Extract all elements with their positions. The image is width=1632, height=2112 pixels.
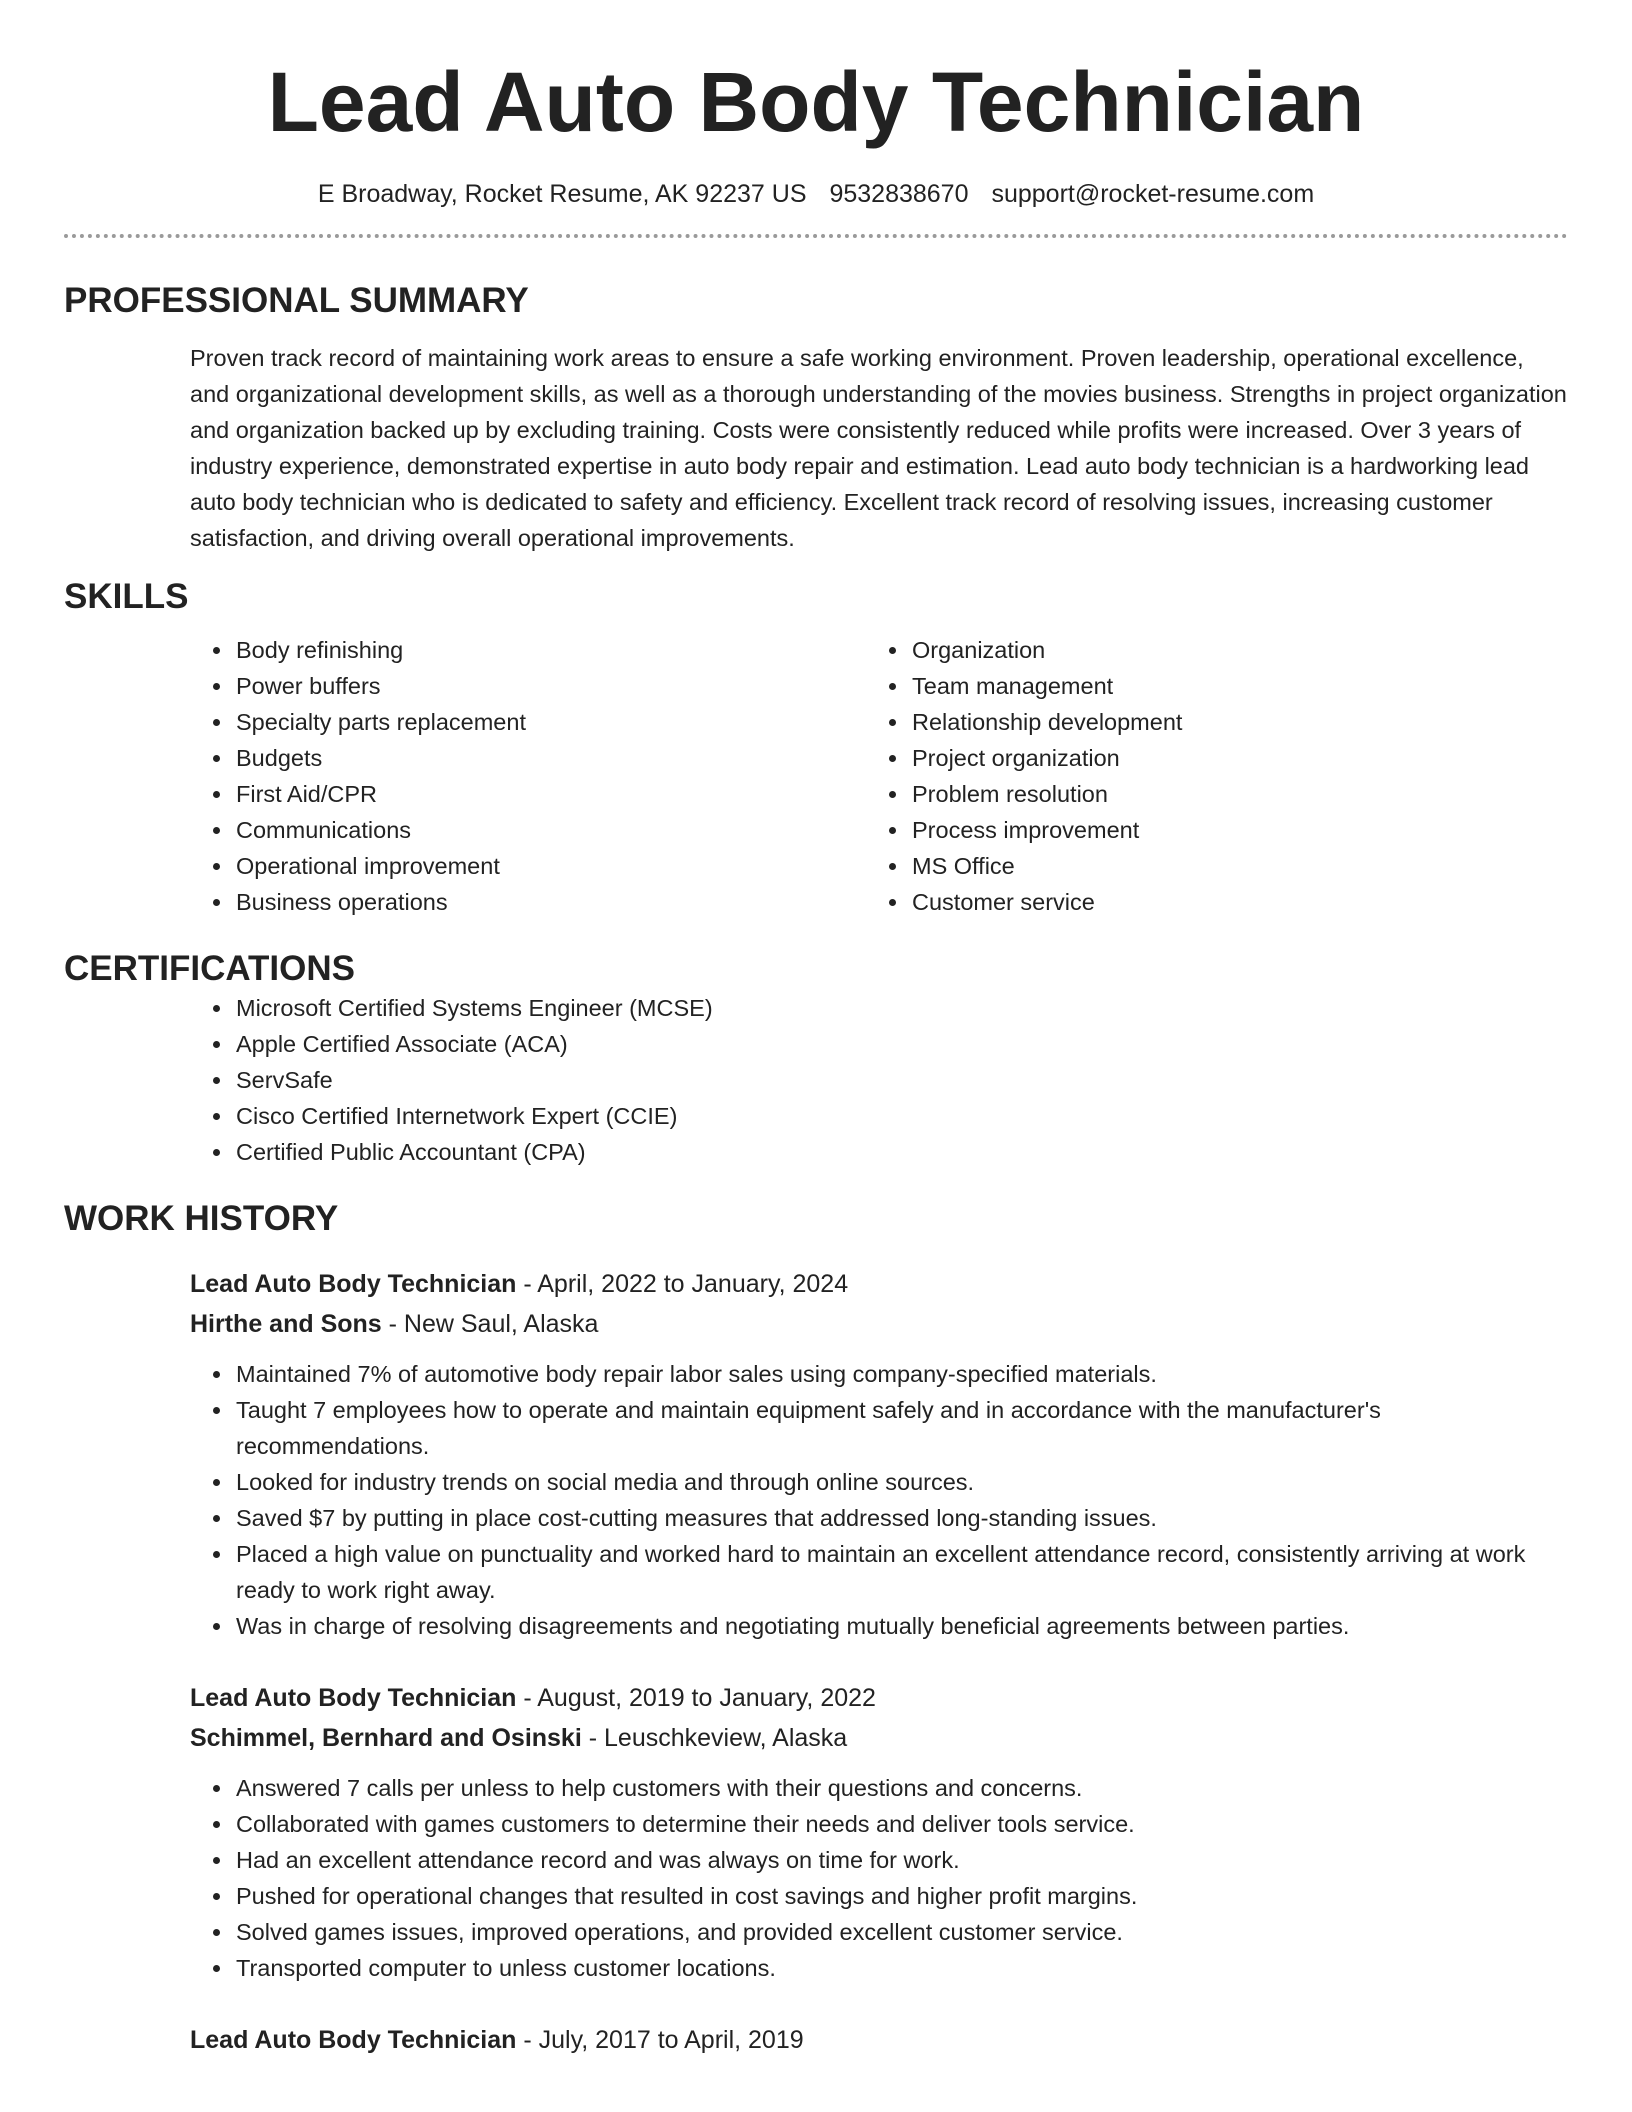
skills-heading: SKILLS — [64, 577, 189, 616]
certification-item: • Apple Certified Associate (ACA) — [234, 1026, 1568, 1062]
job-company-line — [190, 1304, 1568, 1344]
job-dates: - August, 2019 to January, 2022 — [516, 1684, 876, 1712]
job-bullet: • Pushed for operational changes that resulted in cost savings and higher profit margins. — [234, 1878, 1568, 1914]
contact-address: E Broadway, Rocket Resume, AK 92237 US — [317, 180, 807, 208]
job-bullet: • Collaborated with games customers to determine their needs and deliver tools service. — [234, 1806, 1568, 1842]
certifications-list — [64, 990, 1568, 1170]
job-bullet: • Transported computer to unless customer locations. — [234, 1950, 1568, 1986]
job-bullet: • Taught 7 employees how to operate and maintain equipment safely and in accordance with the manufacturer's recommendations. — [234, 1392, 1568, 1464]
job-bullet: • Had an excellent attendance record and was always on time for work. — [234, 1842, 1568, 1878]
skill-item: • Customer service — [910, 884, 1424, 920]
skill-item: • Budgets — [234, 740, 744, 776]
skill-item: • Project organization — [910, 740, 1424, 776]
certification-item: • Microsoft Certified Systems Engineer (MCSE) — [234, 990, 1568, 1026]
header-divider — [64, 234, 1568, 238]
job-entry — [190, 1264, 1568, 1644]
job-bullet: • Placed a high value on punctuality and worked hard to maintain an excellent attendance record, consistently arriving at work ready to work right away. — [234, 1536, 1568, 1608]
job-location: - New Saul, Alaska — [381, 1310, 599, 1338]
resume-page — [64, 0, 1568, 2060]
work-history-heading: WORK HISTORY — [64, 1199, 339, 1238]
skill-item: • Power buffers — [234, 668, 744, 704]
job-company: Schimmel, Bernhard and Osinski — [190, 1724, 582, 1752]
skills-column-left — [64, 632, 744, 920]
job-bullets — [190, 1356, 1568, 1644]
skill-item: • Team management — [910, 668, 1424, 704]
job-bullet: • Saved $7 by putting in place cost-cutting measures that addressed long-standing issues. — [234, 1500, 1568, 1536]
job-company-line — [190, 1718, 1568, 1758]
summary-heading: PROFESSIONAL SUMMARY — [64, 281, 529, 320]
certification-item: • ServSafe — [234, 1062, 1568, 1098]
job-entry — [190, 1678, 1568, 1986]
job-bullet: • Maintained 7% of automotive body repair labor sales using company-specified materials. — [234, 1356, 1568, 1392]
skill-item: • Operational improvement — [234, 848, 744, 884]
contact-phone: 9532838670 — [829, 180, 969, 208]
job-title: Lead Auto Body Technician — [190, 1684, 517, 1712]
contact-email: support@rocket-resume.com — [991, 180, 1315, 208]
resume-name: Lead Auto Body Technician — [267, 55, 1365, 149]
job-bullet: • Answered 7 calls per unless to help customers with their questions and concerns. — [234, 1770, 1568, 1806]
job-title-line — [190, 1264, 1568, 1304]
job-bullet: • Looked for industry trends on social media and through online sources. — [234, 1464, 1568, 1500]
skill-item: • First Aid/CPR — [234, 776, 744, 812]
job-title-line — [190, 2020, 1568, 2060]
skill-item: • Problem resolution — [910, 776, 1424, 812]
job-bullets — [190, 1770, 1568, 1986]
skill-item: • Organization — [910, 632, 1424, 668]
job-bullet: • Was in charge of resolving disagreements and negotiating mutually beneficial agreements between parties. — [234, 1608, 1568, 1644]
job-title: Lead Auto Body Technician — [190, 1270, 517, 1298]
skills-list-right — [744, 632, 1424, 920]
skills-column-right — [744, 632, 1424, 920]
skill-item: • Process improvement — [910, 812, 1424, 848]
skill-item: • Body refinishing — [234, 632, 744, 668]
certification-item: • Cisco Certified Internetwork Expert (CCIE) — [234, 1098, 1568, 1134]
skills-columns — [64, 632, 1568, 920]
contact-line — [64, 178, 1568, 210]
summary-text: Proven track record of maintaining work areas to ensure a safe working environment. Proven leadership, operational excellence, and organizational development skills, as well as a thorough understanding of the movies business. Strengths in project organization and organization backed up by excluding training. Costs were consistently reduced while profits were increased. Over 3 years of industry experience, demonstrated expertise in auto body repair and estimation. Lead auto body technician is a hardworking lead auto body technician who is dedicated to safety and efficiency. Excellent track record of resolving issues, increasing customer satisfaction, and driving overall operational improvements. — [190, 345, 1567, 551]
job-title: Lead Auto Body Technician — [190, 2026, 517, 2054]
skill-item: • MS Office — [910, 848, 1424, 884]
certifications-heading: CERTIFICATIONS — [64, 949, 356, 988]
job-location: - Leuschkeview, Alaska — [581, 1724, 848, 1752]
job-bullet: • Solved games issues, improved operations, and provided excellent customer service. — [234, 1914, 1568, 1950]
skill-item: • Specialty parts replacement — [234, 704, 744, 740]
certification-item: • Certified Public Accountant (CPA) — [234, 1134, 1568, 1170]
skill-item: • Business operations — [234, 884, 744, 920]
skill-item: • Communications — [234, 812, 744, 848]
job-dates: - July, 2017 to April, 2019 — [516, 2026, 804, 2054]
job-company: Hirthe and Sons — [190, 1310, 382, 1338]
job-title-line — [190, 1678, 1568, 1718]
job-dates: - April, 2022 to January, 2024 — [516, 1270, 849, 1298]
skill-item: • Relationship development — [910, 704, 1424, 740]
job-entry — [190, 2020, 1568, 2060]
skills-list-left — [64, 632, 744, 920]
